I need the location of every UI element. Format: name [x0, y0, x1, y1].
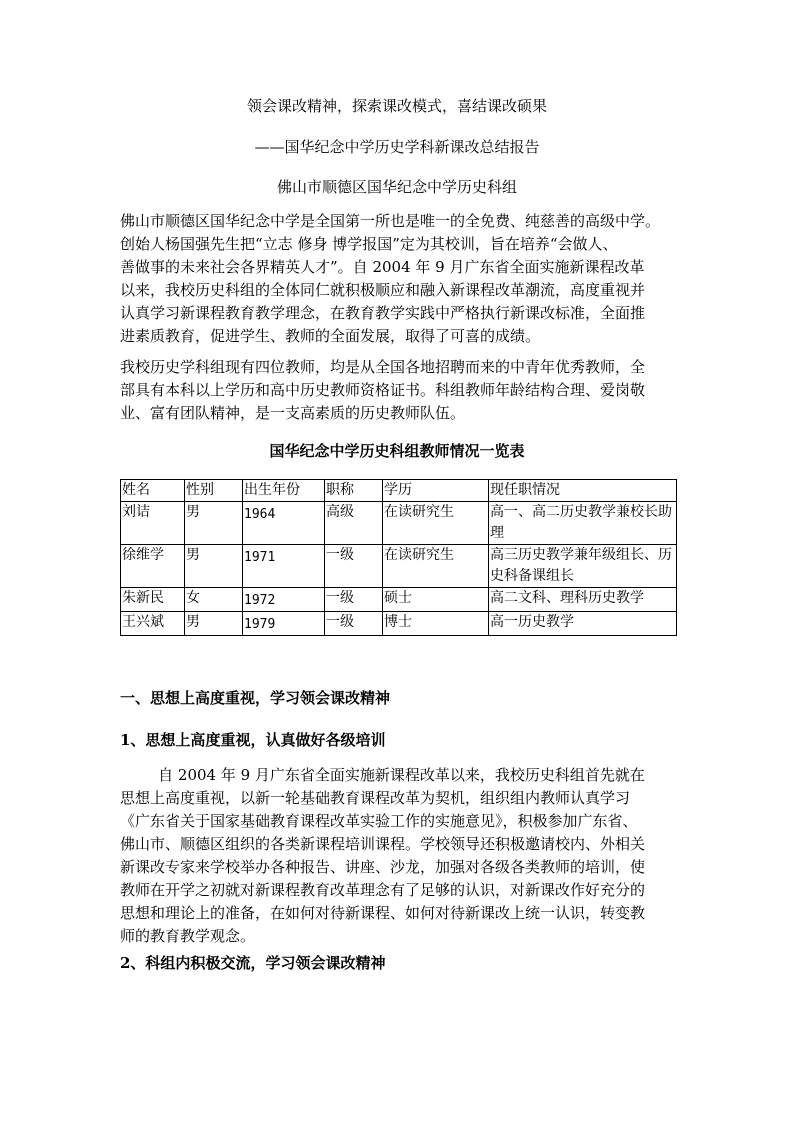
cell-title: 一级 — [325, 612, 383, 636]
cell-title: 一级 — [325, 545, 383, 588]
body-line: 思想和理论上的准备，在如何对待新课程、如何对待新课改上统一认识，转变教 — [120, 904, 646, 922]
cell-name: 刘诘 — [121, 502, 185, 545]
document-author: 佛山市顺德区国华纪念中学历史科组 — [276, 178, 517, 196]
cell-education: 在读研究生 — [383, 502, 489, 545]
cell-title: 一级 — [325, 588, 383, 612]
intro-line: 以来，我校历史科组的全体同仁就积极顺应和融入新课程改革潮流，高度重视并 — [120, 281, 646, 299]
cell-education: 博士 — [383, 612, 489, 636]
cell-education: 硕士 — [383, 588, 489, 612]
intro-line: 认真学习新课程教育教学理念，在教育教学实践中严格执行新课改标准，全面推 — [120, 304, 646, 322]
cell-gender: 男 — [185, 545, 243, 588]
cell-position: 高二文科、理科历史教学 — [489, 588, 677, 612]
cell-name: 徐维学 — [121, 545, 185, 588]
table-header-row — [121, 480, 677, 502]
body-line: 教师在开学之初就对新课程教育改革理念有了足够的认识，对新课改作好充分的 — [120, 881, 646, 899]
cell-birth-year: 1971 — [243, 545, 325, 588]
header-name: 姓名 — [121, 480, 185, 502]
subsection-2-heading: 2、科组内积极交流，学习领会课改精神 — [120, 954, 386, 972]
cell-position: 高一、高二历史教学兼校长助理 — [489, 502, 677, 545]
subsection-1-paragraph — [120, 764, 680, 948]
intro-line: 创始人杨国强先生把“立志 修身 博学报国”定为其校训，旨在培养“会做人、 — [120, 235, 618, 253]
cell-education: 在读研究生 — [383, 545, 489, 588]
section-1-heading: 一、思想上高度重视，学习领会课改精神 — [120, 689, 391, 707]
intro-line: 佛山市顺德区国华纪念中学是全国第一所也是唯一的全免费、纯慈善的高级中学。 — [120, 212, 661, 230]
cell-birth-year: 1972 — [243, 588, 325, 612]
team-line: 部具有本科以上学历和高中历史教师资格证书。科组教师年龄结构合理、爱岗敬 — [120, 381, 646, 399]
header-birth-year: 出生年份 — [243, 480, 325, 502]
cell-gender: 男 — [185, 612, 243, 636]
cell-name: 王兴斌 — [121, 612, 185, 636]
table-row — [121, 612, 677, 636]
cell-title: 高级 — [325, 502, 383, 545]
cell-position: 高三历史教学兼年级组长、历史科备课组长 — [489, 545, 677, 588]
cell-birth-year: 1964 — [243, 502, 325, 545]
body-line: 思想上高度重视，以新一轮基础教育课程改革为契机，组织组内教师认真学习 — [120, 789, 631, 807]
table-row — [121, 502, 677, 545]
cell-gender: 女 — [185, 588, 243, 612]
document-title: 领会课改精神，探索课改模式，喜结课改硕果 — [246, 97, 547, 115]
body-line: 师的教育教学观念。 — [120, 927, 256, 945]
team-line: 我校历史学科组现有四位教师，均是从全国各地招聘而来的中青年优秀教师，全 — [120, 358, 646, 376]
header-title: 职称 — [325, 480, 383, 502]
intro-line: 善做事的未来社会各界精英人才”。自 2004 年 9 月广东省全面实施新课程改革 — [120, 258, 645, 276]
intro-line: 进素质教育，促进学生、教师的全面发展，取得了可喜的成绩。 — [120, 327, 541, 345]
body-line: 新课改专家来学校举办各种报告、讲座、沙龙，加强对各级各类教师的培训，使 — [120, 858, 646, 876]
header-position: 现任职情况 — [489, 480, 677, 502]
body-line: 自 2004 年 9 月广东省全面实施新课程改革以来，我校历史科组首先就在 — [120, 766, 645, 784]
cell-birth-year: 1979 — [243, 612, 325, 636]
team-paragraph — [120, 356, 680, 425]
cell-gender: 男 — [185, 502, 243, 545]
header-education: 学历 — [383, 480, 489, 502]
subsection-1-heading: 1、思想上高度重视，认真做好各级培训 — [120, 731, 386, 749]
teacher-table — [120, 479, 677, 636]
cell-position: 高一历史教学 — [489, 612, 677, 636]
table-title: 国华纪念中学历史科组教师情况一览表 — [269, 442, 525, 460]
document-subtitle: ——国华纪念中学历史学科新课改总结报告 — [254, 138, 540, 156]
body-line: 《广东省关于国家基础教育课程改革实验工作的实施意见》，积极参加广东省、 — [120, 812, 638, 830]
intro-paragraph — [120, 210, 680, 348]
table-row — [121, 545, 677, 588]
team-line: 业、富有团队精神，是一支高素质的历史教师队伍。 — [120, 404, 466, 422]
table-row — [121, 588, 677, 612]
body-line: 佛山市、顺德区组织的各类新课程培训课程。学校领导还积极邀请校内、外相关 — [120, 835, 646, 853]
header-gender: 性别 — [185, 480, 243, 502]
cell-name: 朱新民 — [121, 588, 185, 612]
